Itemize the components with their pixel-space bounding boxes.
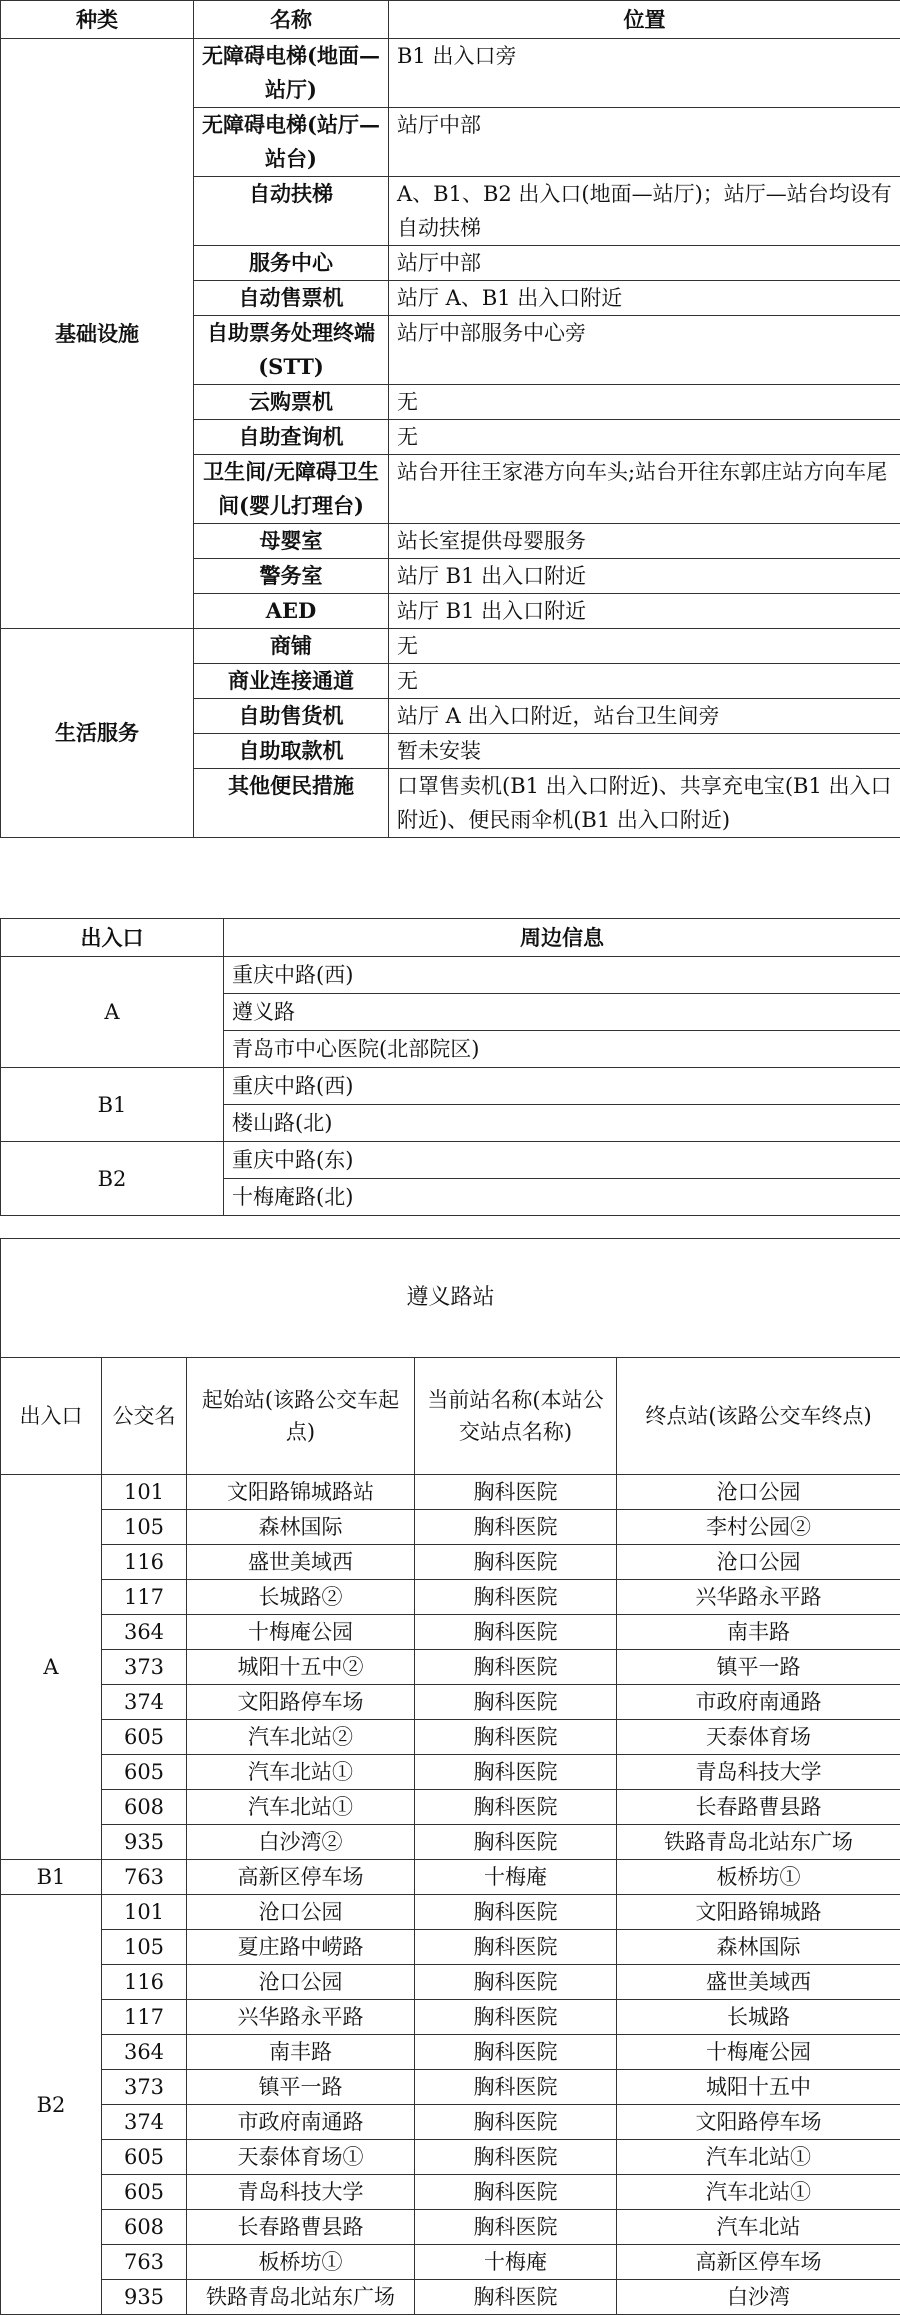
surrounding-row: [1, 1142, 900, 1179]
bus-line: 374: [102, 2105, 187, 2140]
bus-line: 116: [102, 1965, 187, 2000]
facility-category: 基础设施: [1, 39, 194, 629]
bus-row: [1, 1895, 900, 1930]
bus-line: 364: [102, 1615, 187, 1650]
bus-start: 文阳路锦城路站: [187, 1475, 415, 1510]
bus-end: 铁路青岛北站东广场: [617, 1825, 900, 1860]
bus-end: 森林国际: [617, 1930, 900, 1965]
bus-start: 十梅庵公园: [187, 1615, 415, 1650]
facility-name: 自助票务处理终端(STT): [194, 316, 389, 385]
bus-end: 天泰体育场: [617, 1720, 900, 1755]
surrounding-item: 青岛市中心医院(北部院区): [224, 1031, 900, 1068]
bus-start: 青岛科技大学: [187, 2175, 415, 2210]
bus-row: [1, 1545, 900, 1580]
bus-header-start: 起始站(该路公交车起点): [187, 1358, 415, 1475]
header-category: 种类: [1, 1, 194, 39]
surrounding-item: 重庆中路(东): [224, 1142, 900, 1179]
bus-row: [1, 1965, 900, 2000]
bus-end: 兴华路永平路: [617, 1580, 900, 1615]
facility-name: 服务中心: [194, 246, 389, 281]
bus-start: 森林国际: [187, 1510, 415, 1545]
bus-current: 胸科医院: [415, 2140, 617, 2175]
bus-current: 胸科医院: [415, 1930, 617, 1965]
facility-position: 站厅 B1 出入口附近: [389, 559, 900, 594]
facility-name: 自助取款机: [194, 734, 389, 769]
bus-current: 胸科医院: [415, 2280, 617, 2315]
bus-current: 胸科医院: [415, 1965, 617, 2000]
bus-start: 沧口公园: [187, 1895, 415, 1930]
facility-position: B1 出入口旁: [389, 39, 900, 108]
header-exit: 出入口: [1, 919, 224, 957]
bus-row: [1, 1510, 900, 1545]
header-name: 名称: [194, 1, 389, 39]
facility-position: 站厅 A 出入口附近，站台卫生间旁: [389, 699, 900, 734]
bus-line: 116: [102, 1545, 187, 1580]
surrounding-item: 十梅庵路(北): [224, 1179, 900, 1216]
bus-start: 文阳路停车场: [187, 1685, 415, 1720]
facility-name: 自助查询机: [194, 420, 389, 455]
bus-row: [1, 1650, 900, 1685]
facility-name: 自动售票机: [194, 281, 389, 316]
surrounding-exit: B1: [1, 1068, 224, 1142]
bus-row: [1, 1825, 900, 1860]
bus-current: 胸科医院: [415, 1615, 617, 1650]
bus-start: 沧口公园: [187, 1965, 415, 2000]
facility-name: 商铺: [194, 629, 389, 664]
bus-table: [0, 1238, 900, 2315]
bus-row: [1, 2140, 900, 2175]
bus-start: 高新区停车场: [187, 1860, 415, 1895]
bus-end: 汽车北站①: [617, 2175, 900, 2210]
surrounding-item: 楼山路(北): [224, 1105, 900, 1142]
bus-end: 青岛科技大学: [617, 1755, 900, 1790]
bus-current: 胸科医院: [415, 1825, 617, 1860]
facility-position: 无: [389, 629, 900, 664]
bus-end: 长春路曹县路: [617, 1790, 900, 1825]
facility-name: 母婴室: [194, 524, 389, 559]
facility-position: 站厅中部: [389, 246, 900, 281]
bus-end: 汽车北站: [617, 2210, 900, 2245]
bus-current: 胸科医院: [415, 1755, 617, 1790]
facility-name: 卫生间/无障碍卫生间(婴儿打理台): [194, 455, 389, 524]
bus-start: 板桥坊①: [187, 2245, 415, 2280]
bus-exit: B2: [1, 1895, 102, 2315]
bus-start: 汽车北站①: [187, 1755, 415, 1790]
bus-current: 胸科医院: [415, 2070, 617, 2105]
surrounding-row: [1, 1068, 900, 1105]
bus-line: 605: [102, 1720, 187, 1755]
bus-current: 胸科医院: [415, 1545, 617, 1580]
bus-start: 夏庄路中崂路: [187, 1930, 415, 1965]
bus-line: 117: [102, 2000, 187, 2035]
bus-row: [1, 2070, 900, 2105]
bus-start: 长城路②: [187, 1580, 415, 1615]
surrounding-item: 重庆中路(西): [224, 957, 900, 994]
facility-position: 站厅 A、B1 出入口附近: [389, 281, 900, 316]
facility-name: 其他便民措施: [194, 769, 389, 838]
bus-current: 胸科医院: [415, 1510, 617, 1545]
bus-row: [1, 1755, 900, 1790]
bus-end: 南丰路: [617, 1615, 900, 1650]
bus-end: 镇平一路: [617, 1650, 900, 1685]
facility-position: 站台开往王家港方向车头;站台开往东郭庄站方向车尾: [389, 455, 900, 524]
bus-current: 胸科医院: [415, 2035, 617, 2070]
bus-line: 373: [102, 1650, 187, 1685]
bus-start: 市政府南通路: [187, 2105, 415, 2140]
bus-line: 935: [102, 1825, 187, 1860]
bus-start: 盛世美域西: [187, 1545, 415, 1580]
facility-row: [1, 629, 900, 664]
bus-row: [1, 2000, 900, 2035]
bus-row: [1, 2035, 900, 2070]
surrounding-exit: A: [1, 957, 224, 1068]
bus-end: 高新区停车场: [617, 2245, 900, 2280]
bus-start: 镇平一路: [187, 2070, 415, 2105]
facility-position: 口罩售卖机(B1 出入口附近)、共享充电宝(B1 出入口附近)、便民雨伞机(B1 出入口附近): [389, 769, 900, 838]
surrounding-item: 重庆中路(西): [224, 1068, 900, 1105]
bus-row: [1, 1790, 900, 1825]
bus-row: [1, 1615, 900, 1650]
bus-start: 城阳十五中②: [187, 1650, 415, 1685]
bus-row: [1, 1930, 900, 1965]
bus-current: 胸科医院: [415, 2000, 617, 2035]
bus-line: 374: [102, 1685, 187, 1720]
bus-row: [1, 1580, 900, 1615]
surrounding-item: 遵义路: [224, 994, 900, 1031]
bus-end: 文阳路锦城路: [617, 1895, 900, 1930]
bus-header-line: 公交名: [102, 1358, 187, 1475]
facility-position: 站厅中部服务中心旁: [389, 316, 900, 385]
bus-start: 汽车北站①: [187, 1790, 415, 1825]
bus-row: [1, 1720, 900, 1755]
bus-row: [1, 2280, 900, 2315]
bus-row: [1, 2210, 900, 2245]
bus-exit: B1: [1, 1860, 102, 1895]
bus-end: 汽车北站①: [617, 2140, 900, 2175]
bus-start: 天泰体育场①: [187, 2140, 415, 2175]
surroundings-table: [0, 918, 900, 1216]
bus-line: 605: [102, 1755, 187, 1790]
bus-current: 胸科医院: [415, 1790, 617, 1825]
bus-header-exit: 出入口: [1, 1358, 102, 1475]
bus-row: [1, 1860, 900, 1895]
bus-end: 文阳路停车场: [617, 2105, 900, 2140]
bus-header-current: 当前站名称(本站公交站点名称): [415, 1358, 617, 1475]
facility-row: [1, 39, 900, 108]
facility-category: 生活服务: [1, 629, 194, 838]
bus-end: 白沙湾: [617, 2280, 900, 2315]
bus-end: 城阳十五中: [617, 2070, 900, 2105]
facility-position: 暂未安装: [389, 734, 900, 769]
facility-position: 无: [389, 664, 900, 699]
bus-current: 胸科医院: [415, 2210, 617, 2245]
bus-line: 608: [102, 2210, 187, 2245]
facility-position: 无: [389, 420, 900, 455]
bus-row: [1, 2105, 900, 2140]
bus-exit: A: [1, 1475, 102, 1860]
bus-end: 长城路: [617, 2000, 900, 2035]
facility-name: AED: [194, 594, 389, 629]
station-title: 遵义路站: [1, 1239, 900, 1358]
facility-name: 云购票机: [194, 385, 389, 420]
bus-end: 十梅庵公园: [617, 2035, 900, 2070]
facility-position: 无: [389, 385, 900, 420]
bus-line: 117: [102, 1580, 187, 1615]
bus-line: 763: [102, 2245, 187, 2280]
bus-start: 南丰路: [187, 2035, 415, 2070]
bus-line: 101: [102, 1895, 187, 1930]
facility-position: 站长室提供母婴服务: [389, 524, 900, 559]
bus-line: 935: [102, 2280, 187, 2315]
bus-end: 李村公园②: [617, 1510, 900, 1545]
facility-name: 无障碍电梯(地面—站厅): [194, 39, 389, 108]
bus-end: 盛世美域西: [617, 1965, 900, 2000]
facilities-table: [0, 0, 900, 838]
bus-current: 胸科医院: [415, 1895, 617, 1930]
bus-current: 胸科医院: [415, 1475, 617, 1510]
bus-row: [1, 1475, 900, 1510]
bus-current: 胸科医院: [415, 1580, 617, 1615]
surrounding-exit: B2: [1, 1142, 224, 1216]
bus-end: 市政府南通路: [617, 1685, 900, 1720]
bus-row: [1, 2175, 900, 2210]
facility-position: 站厅中部: [389, 108, 900, 177]
bus-current: 胸科医院: [415, 1720, 617, 1755]
bus-current: 胸科医院: [415, 1685, 617, 1720]
facility-position: 站厅 B1 出入口附近: [389, 594, 900, 629]
bus-start: 兴华路永平路: [187, 2000, 415, 2035]
bus-line: 373: [102, 2070, 187, 2105]
bus-line: 105: [102, 1510, 187, 1545]
header-surroundings: 周边信息: [224, 919, 900, 957]
bus-current: 胸科医院: [415, 1650, 617, 1685]
facility-name: 商业连接通道: [194, 664, 389, 699]
bus-line: 605: [102, 2140, 187, 2175]
bus-line: 608: [102, 1790, 187, 1825]
bus-line: 105: [102, 1930, 187, 1965]
facility-name: 自动扶梯: [194, 177, 389, 246]
bus-row: [1, 1685, 900, 1720]
surrounding-row: [1, 957, 900, 994]
bus-end: 沧口公园: [617, 1475, 900, 1510]
bus-end: 板桥坊①: [617, 1860, 900, 1895]
bus-current: 十梅庵: [415, 2245, 617, 2280]
bus-line: 605: [102, 2175, 187, 2210]
bus-line: 101: [102, 1475, 187, 1510]
bus-line: 364: [102, 2035, 187, 2070]
bus-row: [1, 2245, 900, 2280]
bus-current: 胸科医院: [415, 2175, 617, 2210]
facility-name: 警务室: [194, 559, 389, 594]
bus-current: 十梅庵: [415, 1860, 617, 1895]
header-position: 位置: [389, 1, 900, 39]
bus-start: 白沙湾②: [187, 1825, 415, 1860]
bus-end: 沧口公园: [617, 1545, 900, 1580]
bus-start: 长春路曹县路: [187, 2210, 415, 2245]
facility-position: A、B1、B2 出入口(地面—站厅)；站厅—站台均设有自动扶梯: [389, 177, 900, 246]
bus-line: 763: [102, 1860, 187, 1895]
facility-name: 无障碍电梯(站厅—站台): [194, 108, 389, 177]
bus-start: 汽车北站②: [187, 1720, 415, 1755]
facility-name: 自助售货机: [194, 699, 389, 734]
bus-current: 胸科医院: [415, 2105, 617, 2140]
bus-start: 铁路青岛北站东广场: [187, 2280, 415, 2315]
bus-header-end: 终点站(该路公交车终点): [617, 1358, 900, 1475]
